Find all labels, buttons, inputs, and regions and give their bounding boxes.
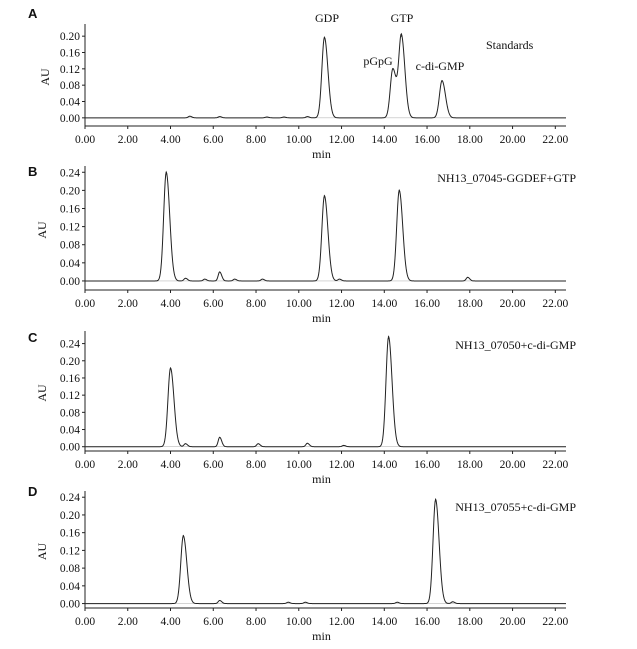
x-tick-label: 14.00 <box>371 298 398 310</box>
peak-point <box>435 499 436 500</box>
x-tick-label: 6.00 <box>203 616 224 628</box>
x-tick-label: 8.00 <box>245 298 267 310</box>
x-tick-label: 20.00 <box>499 616 526 628</box>
minor-peak-point <box>185 278 186 279</box>
minor-peak-point <box>234 279 235 280</box>
x-tick-label: 2.00 <box>117 298 138 310</box>
peak-point <box>324 195 325 196</box>
minor-peak-point <box>339 279 340 280</box>
peak-point <box>392 68 393 69</box>
x-tick-label: 18.00 <box>456 616 483 628</box>
y-tick-label: 0.08 <box>59 239 80 252</box>
minor-peak-point <box>189 116 190 117</box>
y-tick-label: 0.20 <box>59 509 80 522</box>
y-tick-label: 0.04 <box>59 424 80 437</box>
x-tick-label: 10.00 <box>285 134 312 146</box>
y-tick-label: 0.24 <box>59 167 80 180</box>
x-tick-label: 6.00 <box>203 459 224 471</box>
y-axis-label: AU <box>35 221 49 239</box>
x-tick-label: 8.00 <box>245 616 267 628</box>
x-tick-label: 16.00 <box>414 298 440 310</box>
peak-point <box>441 80 442 81</box>
y-tick-label: 0.16 <box>59 372 80 385</box>
y-tick-label: 0.04 <box>59 96 80 109</box>
minor-peak-point <box>219 116 220 117</box>
minor-peak-point <box>397 602 398 603</box>
peak-point <box>183 535 184 536</box>
minor-peak-point <box>219 600 220 601</box>
x-tick-label: 22.00 <box>542 298 569 310</box>
x-tick-label: 4.00 <box>160 134 181 146</box>
y-tick-label: 0.16 <box>59 203 80 216</box>
x-tick-label: 14.00 <box>371 134 398 146</box>
chromatogram-trace <box>85 499 566 603</box>
x-tick-label: 18.00 <box>456 134 483 146</box>
panel-d <box>28 484 576 643</box>
peak-point <box>401 36 402 37</box>
x-axis-label: min <box>312 472 331 486</box>
y-tick-label: 0.12 <box>59 63 80 76</box>
x-tick-label: 10.00 <box>285 298 312 310</box>
y-tick-label: 0.20 <box>59 185 80 198</box>
y-tick-label: 0.20 <box>59 31 80 44</box>
peak-point <box>170 367 171 368</box>
panel-letter: B <box>28 164 38 179</box>
x-tick-label: 20.00 <box>499 134 526 146</box>
peak-point <box>324 37 325 38</box>
x-tick-label: 16.00 <box>414 134 440 146</box>
peak-point <box>388 336 389 337</box>
y-tick-label: 0.08 <box>59 407 80 420</box>
minor-peak-point <box>266 117 267 118</box>
panel-letter: C <box>28 330 38 345</box>
minor-peak-point <box>467 277 468 278</box>
x-tick-label: 8.00 <box>245 459 267 471</box>
y-tick-label: 0.24 <box>59 338 80 351</box>
x-tick-label: 18.00 <box>456 298 483 310</box>
x-tick-label: 2.00 <box>117 459 138 471</box>
peak-point <box>166 172 167 173</box>
x-tick-label: 8.00 <box>245 134 267 146</box>
minor-peak-point <box>343 445 344 446</box>
panel-a <box>28 6 568 161</box>
minor-peak-point <box>307 116 308 117</box>
sample-annotation: NH13_07050+c-di-GMP <box>455 338 576 352</box>
panel-c <box>28 330 576 486</box>
x-axis-label: min <box>312 147 331 161</box>
y-axis-label: AU <box>35 384 49 402</box>
minor-peak-point <box>288 602 289 603</box>
minor-peak-point <box>283 117 284 118</box>
chromatogram-trace <box>85 337 566 447</box>
x-tick-label: 16.00 <box>414 616 440 628</box>
y-tick-label: 0.12 <box>59 545 80 558</box>
peak-point <box>399 190 400 191</box>
minor-peak-point <box>305 602 306 603</box>
x-tick-label: 14.00 <box>371 459 398 471</box>
y-tick-label: 0.20 <box>59 355 80 368</box>
minor-peak-point <box>452 601 453 602</box>
x-tick-label: 12.00 <box>328 134 355 146</box>
y-axis-label: AU <box>38 68 52 86</box>
minor-peak-point <box>262 279 263 280</box>
x-tick-label: 20.00 <box>499 298 526 310</box>
panel-letter: A <box>28 6 38 21</box>
y-tick-label: 0.00 <box>59 441 80 454</box>
x-tick-label: 20.00 <box>499 459 526 471</box>
y-tick-label: 0.16 <box>59 47 80 60</box>
peak-label: pGpG <box>363 54 393 68</box>
x-tick-label: 12.00 <box>328 298 355 310</box>
x-tick-label: 10.00 <box>285 459 312 471</box>
y-tick-label: 0.04 <box>59 580 80 593</box>
x-tick-label: 4.00 <box>160 459 181 471</box>
y-tick-label: 0.24 <box>59 492 80 505</box>
x-tick-label: 6.00 <box>203 298 224 310</box>
y-axis-label: AU <box>35 542 49 561</box>
x-tick-label: 22.00 <box>542 616 569 628</box>
x-tick-label: 12.00 <box>328 616 355 628</box>
x-tick-label: 0.00 <box>74 459 96 471</box>
x-tick-label: 0.00 <box>74 616 96 628</box>
y-tick-label: 0.16 <box>59 527 80 540</box>
minor-peak-point <box>204 279 205 280</box>
x-tick-label: 0.00 <box>74 134 96 146</box>
minor-peak-point <box>185 443 186 444</box>
panel-b <box>28 164 576 325</box>
x-axis-label: min <box>312 629 331 643</box>
sample-annotation: Standards <box>486 38 534 52</box>
y-tick-label: 0.00 <box>59 598 80 611</box>
x-tick-label: 14.00 <box>371 616 398 628</box>
y-tick-label: 0.08 <box>59 563 80 576</box>
peak-label: GDP <box>314 11 340 25</box>
x-axis-label: min <box>312 311 331 325</box>
x-tick-label: 0.00 <box>74 298 96 310</box>
y-tick-label: 0.00 <box>59 275 80 288</box>
x-tick-label: 16.00 <box>414 459 440 471</box>
y-tick-label: 0.12 <box>59 221 80 234</box>
y-tick-label: 0.08 <box>59 80 80 93</box>
x-tick-label: 2.00 <box>117 134 138 146</box>
x-tick-label: 18.00 <box>456 459 483 471</box>
minor-peak-point <box>219 271 220 272</box>
panel-letter: D <box>28 484 38 499</box>
minor-peak-point <box>258 443 259 444</box>
x-tick-label: 4.00 <box>160 298 181 310</box>
y-tick-label: 0.00 <box>59 112 80 125</box>
peak-label: c-di-GMP <box>415 59 465 73</box>
sample-annotation: NH13_07055+c-di-GMP <box>455 500 576 514</box>
x-tick-label: 4.00 <box>160 616 181 628</box>
chromatogram-trace <box>85 172 566 281</box>
sample-annotation: NH13_07045-GGDEF+GTP <box>437 171 576 185</box>
peak-label: GTP <box>390 11 414 25</box>
minor-peak-point <box>219 437 220 438</box>
x-tick-label: 22.00 <box>542 459 569 471</box>
y-tick-label: 0.04 <box>59 257 80 270</box>
y-tick-label: 0.12 <box>59 390 80 403</box>
x-tick-label: 22.00 <box>542 134 569 146</box>
minor-peak-point <box>307 443 308 444</box>
x-tick-label: 12.00 <box>328 459 355 471</box>
x-tick-label: 6.00 <box>203 134 224 146</box>
x-tick-label: 10.00 <box>285 616 312 628</box>
x-tick-label: 2.00 <box>117 616 138 628</box>
